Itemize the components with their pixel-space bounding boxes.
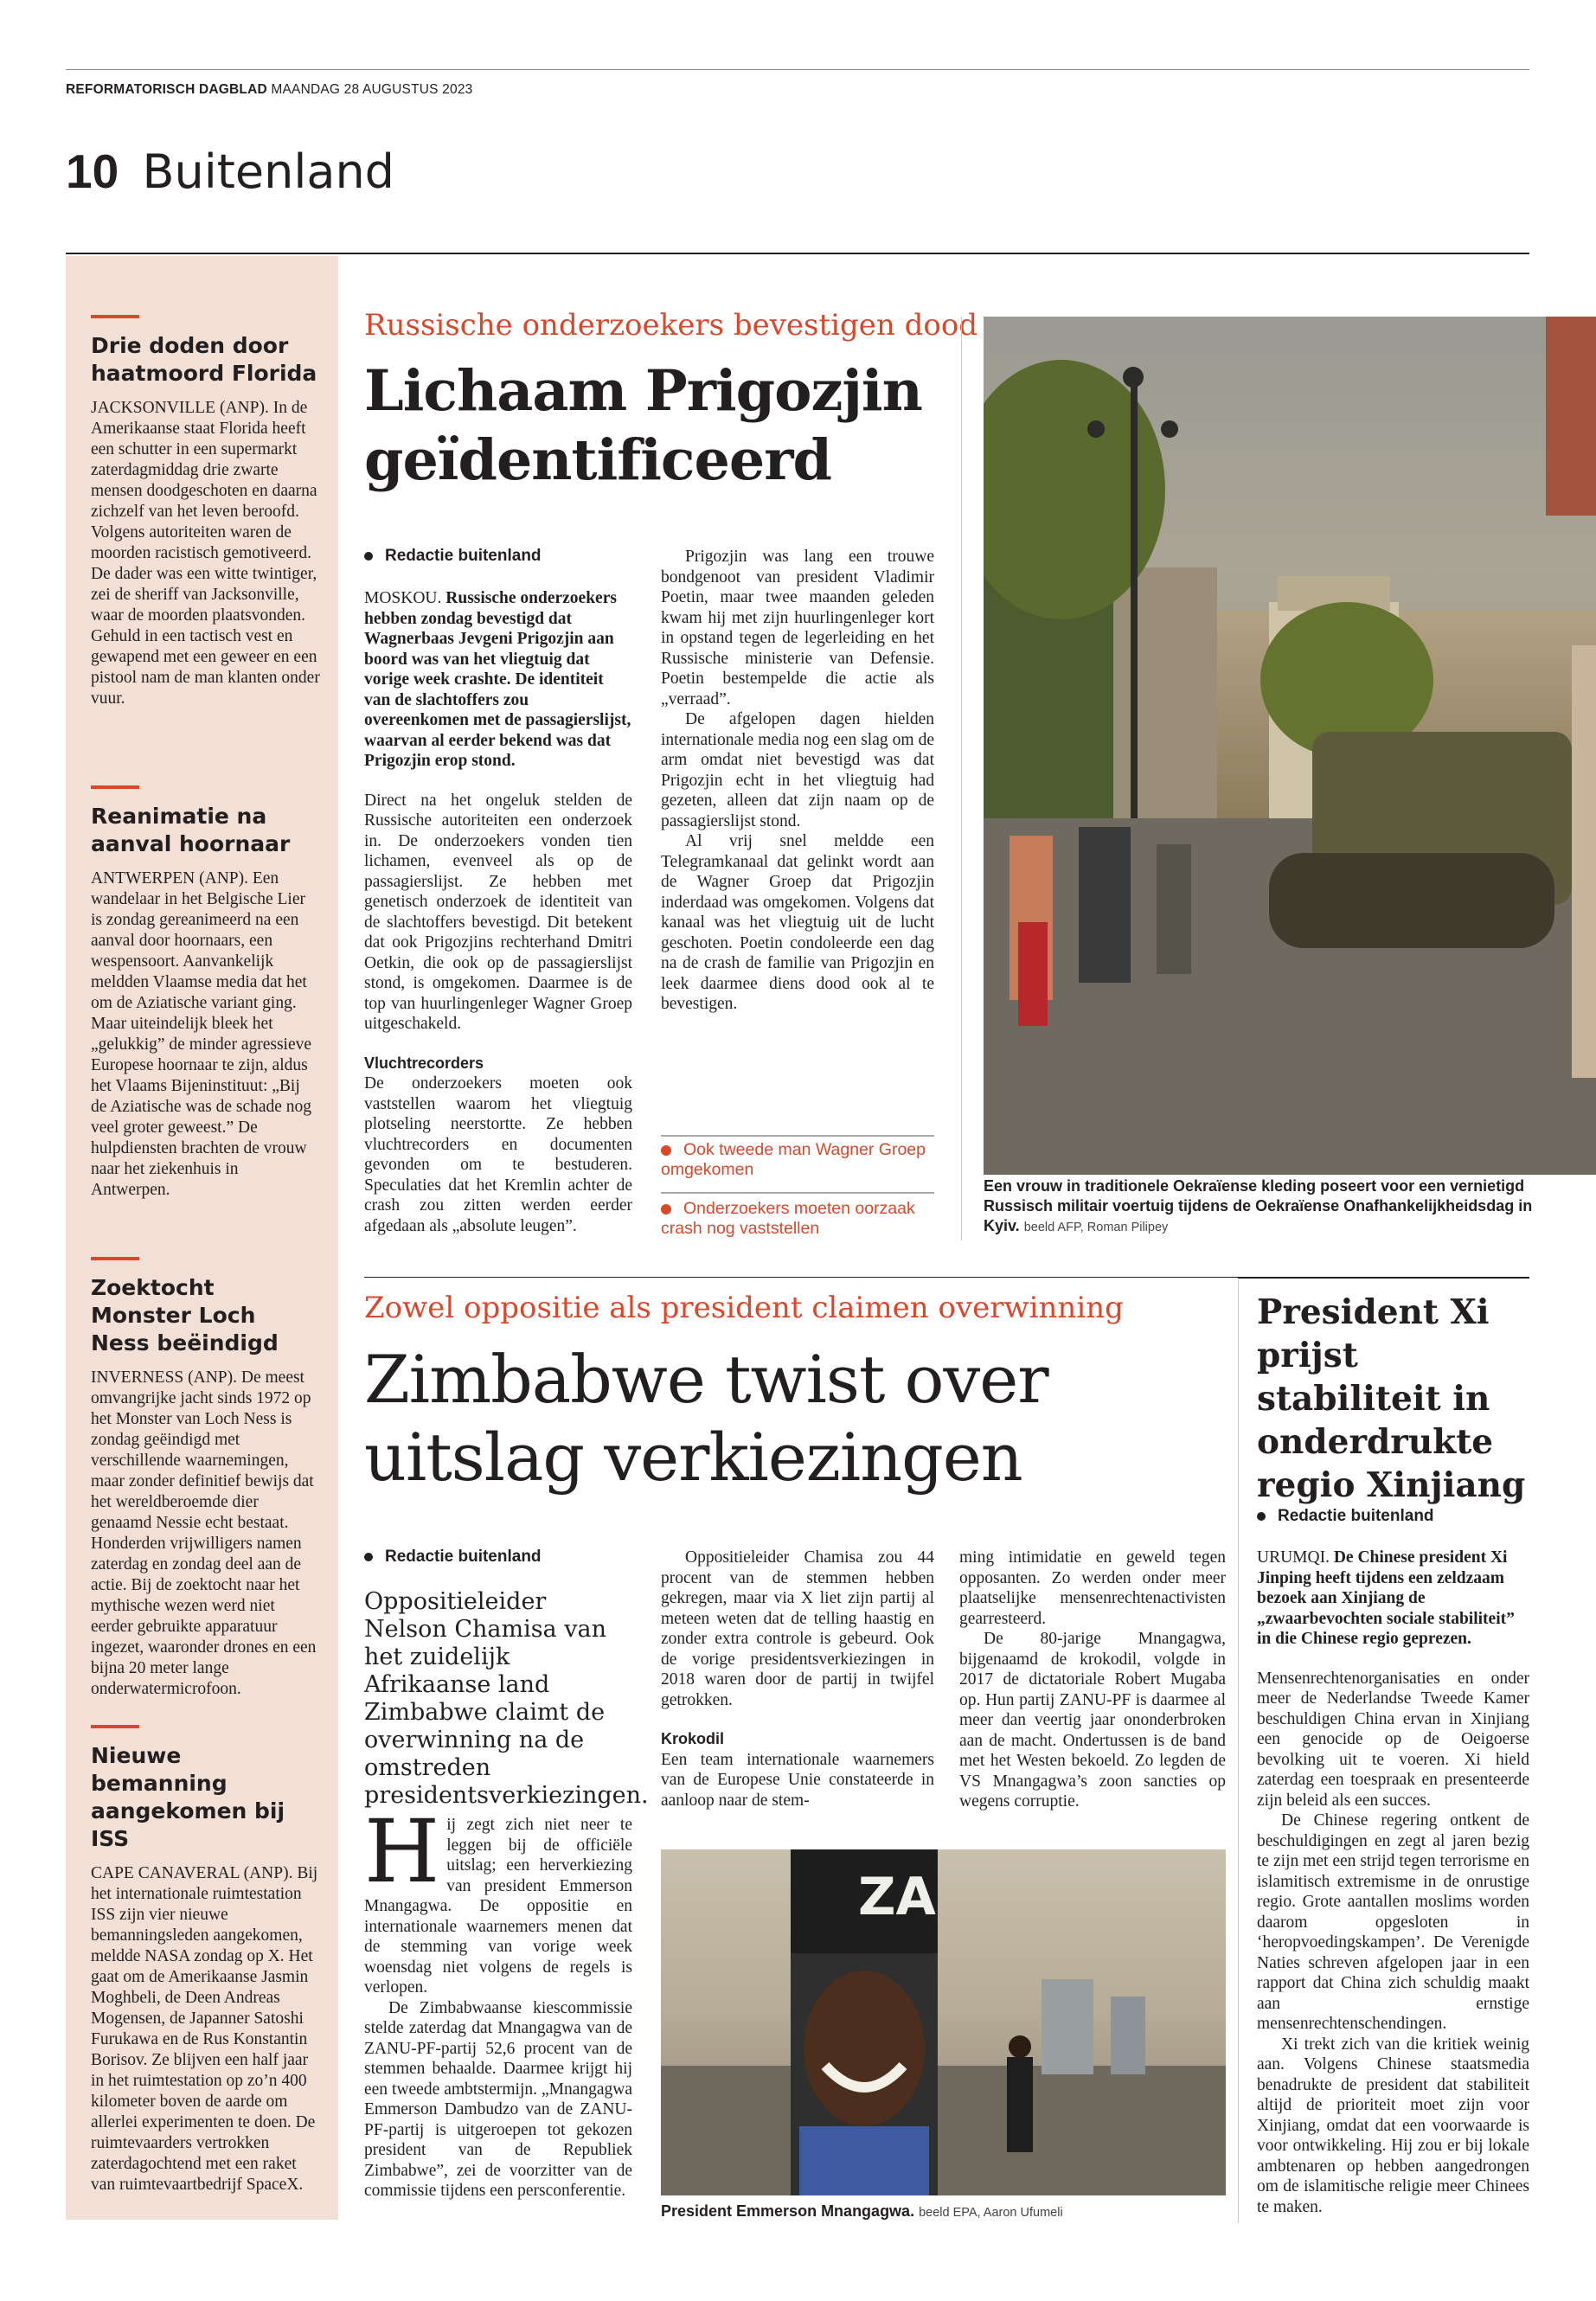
- byline-dot: [364, 552, 373, 561]
- brief-text: JACKSONVILLE (ANP). In de Amerikaanse staat Florida heeft een schutter in een supermarkt zaterdagmiddag drie zwarte mensen doodgeschoten en daarna zichzelf van het leven beroofd. Volgens autoriteiten waren de moorden racistisch gemotiveerd. De dader was een witte twintiger, zei de sheriff van Jacksonville, waar de moorden plaatsvonden. Gehuld in een tactisch vest en gewapend met een geweer en een pistool nam de man klanten onder vuur.: [91, 399, 320, 708]
- article1-p4: De afgelopen dagen hielden internationale media nog een slag om de arm omdat niet bevestigd was dat Prigozjin echt in het vliegtuig had gezeten, alleen dat zijn naam op de passagierslijst stond.: [661, 710, 934, 830]
- related-link-1[interactable]: [661, 1140, 929, 1180]
- red-bullet-icon: [661, 1145, 671, 1156]
- byline-dot: [364, 1553, 373, 1561]
- dateline: MOSKOU.: [364, 589, 442, 607]
- top-rule: [66, 69, 1529, 70]
- brief-iss: [91, 1725, 320, 2195]
- red-bullet-icon: [661, 1204, 671, 1215]
- related-rule: [661, 1192, 934, 1194]
- brief-title: Reanimatie na aanval hoornaar: [91, 804, 291, 856]
- section-name: Buitenland: [142, 144, 394, 199]
- article3-byline: [1257, 1507, 1434, 1526]
- masthead: [66, 82, 472, 98]
- byline-dot: [1257, 1512, 1266, 1521]
- masthead-date: MAANDAG 28 AUGUSTUS 2023: [271, 82, 473, 97]
- article2-p4-end: ming intimidatie en geweld tegen opposanten. Zo werden onder meer plaatselijke mensenrechtenactivisten gearresteerd.: [959, 1548, 1226, 1628]
- article2-p5: De 80-jarige Mnangagwa, bijgenaamd de krokodil, volgde in 2017 de dictatoriale Robert Mugaba op. Hun partij ZANU-PF is daarmee al meer dan veertig jaar ononderbroken aan de macht. Ondertussen is de band met het Westen bekoeld. Zo legden de VS Mnangagwa’s zoon sancties op wegens corruptie.: [959, 1630, 1226, 1811]
- article3-headline: President Xi prijst stabiliteit in onderdrukte regio Xinjiang: [1257, 1292, 1526, 1505]
- column-divider: [961, 317, 962, 1240]
- section-rule: [66, 253, 1529, 254]
- related-rule: [661, 1135, 934, 1137]
- caption-text: President Emmerson Mnangagwa.: [661, 2202, 915, 2220]
- related-link-text: Ook tweede man Wagner Groep omgekomen: [661, 1140, 926, 1179]
- article1-headline: Lichaam Prigozjin geïdentificeerd: [364, 358, 922, 493]
- byline-text: Redactie buitenland: [385, 547, 542, 565]
- article3-col: [1257, 1548, 1529, 2217]
- article2-subhead: Krokodil: [661, 1730, 725, 1747]
- article2-kicker: Zowel oppositie als president claimen overwinning: [364, 1291, 1124, 1325]
- article1-col2: [661, 547, 934, 1015]
- dropcap: H: [364, 1801, 440, 1902]
- brief-hoornaar: [91, 785, 320, 1201]
- byline-text: Redactie buitenland: [1278, 1507, 1434, 1525]
- article2-col3: [959, 1548, 1226, 1812]
- article1-kicker: Russische onderzoekers bevestigen dood: [364, 308, 978, 343]
- article2-p3: Oppositieleider Chamisa zou 44 procent van de stemmen hebben gekregen, maar via X liet zijn partij al meteen weten dat de telling haastig en zonder extra controle is gebeurd. Ook de vorige presidentsverkiezingen in 2018 waren door de partij in twijfel getrokken.: [661, 1548, 934, 1709]
- article2-byline: [364, 1548, 542, 1567]
- article3-lead: De Chinese president Xi Jinping heeft tijdens een zeldzaam bezoek aan Xinjiang de „zwaarbevochten sociale stabiliteit” in die Chinese regio geprezen.: [1257, 1548, 1515, 1648]
- article2-p1: ij zegt zich niet neer te leggen bij de officiële uitslag; een herverkiezing van president Emmerson Mnangagwa. De oppositie en internationale waarnemers menen dat de stemming van vorige week woensdag niet volgens de regels is verlopen.: [364, 1816, 632, 1997]
- kyiv-street-photo: [984, 317, 1596, 1175]
- byline-text: Redactie buitenland: [385, 1548, 542, 1566]
- brief-florida: [91, 315, 320, 709]
- brief-dash: [91, 1257, 139, 1260]
- page-number: 10: [66, 144, 119, 198]
- news-briefs-sidebar: [66, 256, 338, 2220]
- article2-p2: De Zimbabwaanse kiescommissie stelde zaterdag dat Mnangagwa van de ZANU-PF-partij 52,6 procent van de stemmen behaalde. Daarmee krijgt hij een tweede ambtstermijn. „Mnangagwa Emmerson Dambudzo van de ZANU-PF-partij is uitgeroepen tot gekozen president van de Republiek Zimbabwe”, zei de voorzitter van de commissie tijdens een persconferentie.: [364, 1998, 632, 2200]
- article2-col1: [364, 1801, 632, 2202]
- brief-loch-ness: [91, 1257, 320, 1700]
- mnangagwa-photo: [661, 1849, 1226, 2195]
- xi-top-rule: [1238, 1277, 1529, 1279]
- article1-subhead: Vluchtrecorders: [364, 1054, 484, 1072]
- paper-name: REFORMATORISCH DAGBLAD: [66, 82, 267, 97]
- column-divider: [1238, 1280, 1239, 2223]
- article2-headline: Zimbabwe twist over uitslag verkiezingen: [364, 1341, 1048, 1496]
- article2-p4-start: Een team internationale waarnemers van de Europese Unie constateerde in aanloop naar de stem-: [661, 1750, 934, 1810]
- article1-p2: De onderzoekers moeten ook vaststellen waarom het vliegtuig plotseling neerstortte. Ze hebben vluchtrecorders en documenten gevonden om te bestuderen. Speculaties dat het Kremlin achter de crash zou zitten werden eerder afgedaan als „absolute leugen”.: [364, 1074, 632, 1235]
- article3-p2: De Chinese regering ontkent de beschuldigingen en zegt al jaren bezig te zijn met een strijd tegen terrorisme en islamitisch extremisme in de onrustige regio. Grote aantallen moslims worden daarom opgesloten in ‘heropvoedingskampen’. De Verenigde Naties schreven afgelopen jaar in een rapport dat China zich schuldig maakt aan ernstige mensenrechtenschendingen.: [1257, 1811, 1529, 2033]
- photo-credit: beeld EPA, Aaron Ufumeli: [919, 2206, 1063, 2220]
- brief-title: Drie doden door haatmoord Florida: [91, 333, 317, 386]
- article1-p3: Prigozjin was lang een trouwe bondgenoot van president Vladimir Poetin, maar twee maanden geleden kwam hij met zijn huurlingenleger kort in opstand tegen de legerleiding en het Russische ministerie van Defensie. Poetin bestempelde die actie als „verraad”.: [661, 548, 934, 708]
- dateline: URUMQI.: [1257, 1548, 1330, 1567]
- mnangagwa-photo-illustration: [661, 1849, 1226, 2195]
- article1-p1: Direct na het ongeluk stelden de Russische autoriteiten een onderzoek in. De onderzoekers vonden tien lichamen, evenveel als op de passagierslijst. Ze hebben met genetisch onderzoek de identiteit van de slachtoffers bevestigd. Dit betekent dat ook Prigozjins rechterhand Dmitri Oetkin, die ook op de passagierslijst stond, is omgekomen. Daarmee is de top van huurlingenleger Wagner Groep uitgeschakeld.: [364, 791, 632, 1033]
- related-link-text: Onderzoekers moeten oorzaak crash nog vaststellen: [661, 1199, 915, 1238]
- photo-credit: beeld AFP, Roman Pilipey: [1023, 1221, 1169, 1234]
- article3-p1: Mensenrechtenorganisaties en onder meer de Nederlandse Tweede Kamer beschuldigen China ervan in Xinjiang een genocide op de Oeigoerse bevolking uit te voeren. Xi hield zaterdag een toespraak en presenteerde zijn beleid als een succes.: [1257, 1669, 1529, 1810]
- article1-col1: [364, 588, 632, 1236]
- article2-intro: Oppositieleider Nelson Chamisa van het zuidelijk Afrikaanse land Zimbabwe claimt de overwinning na de omstreden presidentsverkiezingen.: [364, 1588, 649, 1809]
- kyiv-photo-illustration: [984, 317, 1596, 1175]
- poster-text: ZA: [858, 1867, 936, 1927]
- brief-dash: [91, 785, 139, 789]
- brief-dash: [91, 315, 139, 318]
- brief-title: Nieuwe bemanning aangekomen bij ISS: [91, 1743, 285, 1851]
- brief-title: Zoektocht Monster Loch Ness beëindigd: [91, 1275, 279, 1356]
- brief-text: ANTWERPEN (ANP). Een wandelaar in het Belgische Lier is zondag gereanimeerd na een aanval door hoornaars, een wespensoort. Aanvankelijk meldden Vlaamse media dat het om de Aziatische variant ging. Maar uiteindelijk bleek het „gelukkig” de minder agressieve Europese hoornaar te zijn, aldus het Vlaams Bijeninstituut: „Bij de Aziatische was de schade nog veel groter geweest.” De hulpdiensten brachten de vrouw naar het ziekenhuis in Antwerpen.: [91, 869, 312, 1199]
- article1-p5: Al vrij snel meldde een Telegramkanaal dat gelinkt wordt aan de Wagner Groep dat Prigozjin inderdaad was omgekomen. Volgens dat kanaal was het vliegtuig uit de lucht geschoten. Poetin condoleerde een dag na de crash de familie van Prigozjin en leek daarmee diens dood ook al te bevestigen.: [661, 832, 934, 1013]
- mnangagwa-photo-caption: [661, 2202, 1223, 2223]
- related-link-2[interactable]: [661, 1199, 929, 1239]
- brief-dash: [91, 1725, 139, 1728]
- article1-byline: [364, 547, 542, 566]
- section-heading: [66, 145, 394, 198]
- article2-col2: [661, 1548, 934, 1811]
- brief-text: INVERNESS (ANP). De meest omvangrijke jacht sinds 1972 op het Monster van Loch Ness is zondag geëindigd met verschillende waarnemingen, maar zonder definitief bewijs dat het wereldberoemde dier genaamd Nessie echt bestaat. Honderden vrijwilligers namen zaterdag en zondag deel aan de actie. Bij de zoektocht naar het mythische wezen werd niet eerder gebruikte apparatuur ingezet, waaronder drones en een bijna 20 meter lange onderwatermicrofoon.: [91, 1368, 317, 1698]
- article1-lead: Russische onderzoekers hebben zondag bevestigd dat Wagnerbaas Jevgeni Prigozjin aan boord was van het vliegtuig dat vorige week crashte. De identiteit van de slachtoffers zou overeenkomen met de passagierslijst, waarvan al eerder bekend was dat Prigozjin erop stond.: [364, 589, 631, 770]
- article3-p3: Xi trekt zich van die kritiek weinig aan. Volgens Chinese staatsmedia benadrukte de president dat stabiliteit altijd de prioriteit moet zijn voor Xinjiang, omdat dat een voorwaarde is voor ontwikkeling. Hij zou er bij lokale ambtenaren op hebben aangedrongen om de islamitische religie meer Chinees te maken.: [1257, 2035, 1529, 2216]
- brief-text: CAPE CANAVERAL (ANP). Bij het internationale ruimtestation ISS zijn vier nieuwe bemanningsleden aangekomen, meldde NASA zondag op X. Het gaat om de Amerikaanse Jasmin Moghbeli, de Deen Andreas Mogensen, de Japanner Satoshi Furukawa en de Rus Konstantin Borisov. Ze blijven een half jaar in het ruimtestation op zo’n 400 kilometer boven de aarde om allerlei experimenten te doen. De ruimtevaarders vertrokken zaterdagochtend met een raket van ruimtevaartbedrijf SpaceX.: [91, 1864, 318, 2194]
- kyiv-photo-caption: [984, 1176, 1537, 1238]
- caption-text: Een vrouw in traditionele Oekraïense kleding poseert voor een vernietigd Russisch militair voertuig tijdens de Oekraïense Onafhankelijkheidsdag in Kyiv.: [984, 1177, 1533, 1234]
